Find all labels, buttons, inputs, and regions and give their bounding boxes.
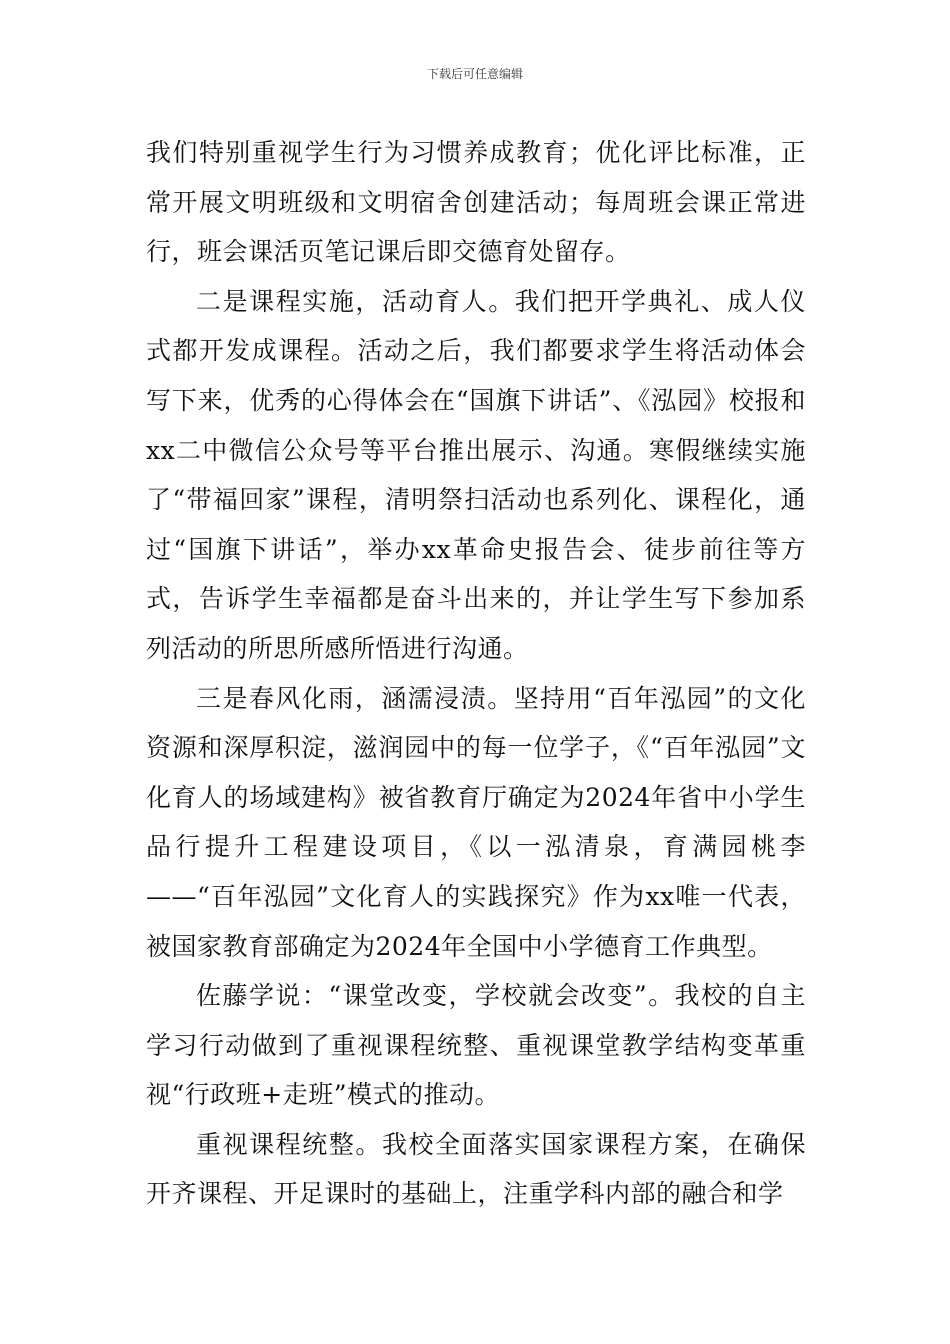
paragraph: 佐藤学说：“课堂改变，学校就会改变”。我校的自主学习行动做到了重视课程统整、重视课堂教学结构变革重视“行政班+走班”模式的推动。	[146, 981, 806, 1110]
paragraph: 重视课程统整。我校全面落实国家课程方案，在确保开齐课程、开足课时的基础上，注重学科内部的融合和学	[146, 1129, 806, 1209]
document-body	[146, 128, 806, 1219]
page-header: 下载后可任意编辑	[426, 67, 523, 81]
paragraph: 我们特别重视学生行为习惯养成教育；优化评比标准，正常开展文明班级和文明宿舍创建活动；每周班会课正常进行，班会课活页笔记课后即交德育处留存。	[146, 138, 806, 267]
paragraph: 三是春风化雨，涵濡浸渍。坚持用“百年泓园”的文化资源和深厚积淀，滋润园中的每一位学子，《“百年泓园”文化育人的场域建构》被省教育厅确定为2024年省中小学生品行提升工程建设项目，《以一泓清泉，育满园桃李——“百年泓园”文化育人的实践探究》作为xx唯一代表，被国家教育部确定为2024年全国中小学德育工作典型。	[146, 683, 806, 961]
paragraph: 二是课程实施，活动育人。我们把开学典礼、成人仪式都开发成课程。活动之后，我们都要求学生将活动体会写下来，优秀的心得体会在“国旗下讲话”、《泓园》校报和xx二中微信公众号等平台推出展示、沟通。寒假继续实施了“带福回家”课程，清明祭扫活动也系列化、课程化，通过“国旗下讲话”，举办xx革命史报告会、徒步前往等方式，告诉学生幸福都是奋斗出来的，并让学生写下参加系列活动的所思所感所悟进行沟通。	[146, 286, 806, 663]
